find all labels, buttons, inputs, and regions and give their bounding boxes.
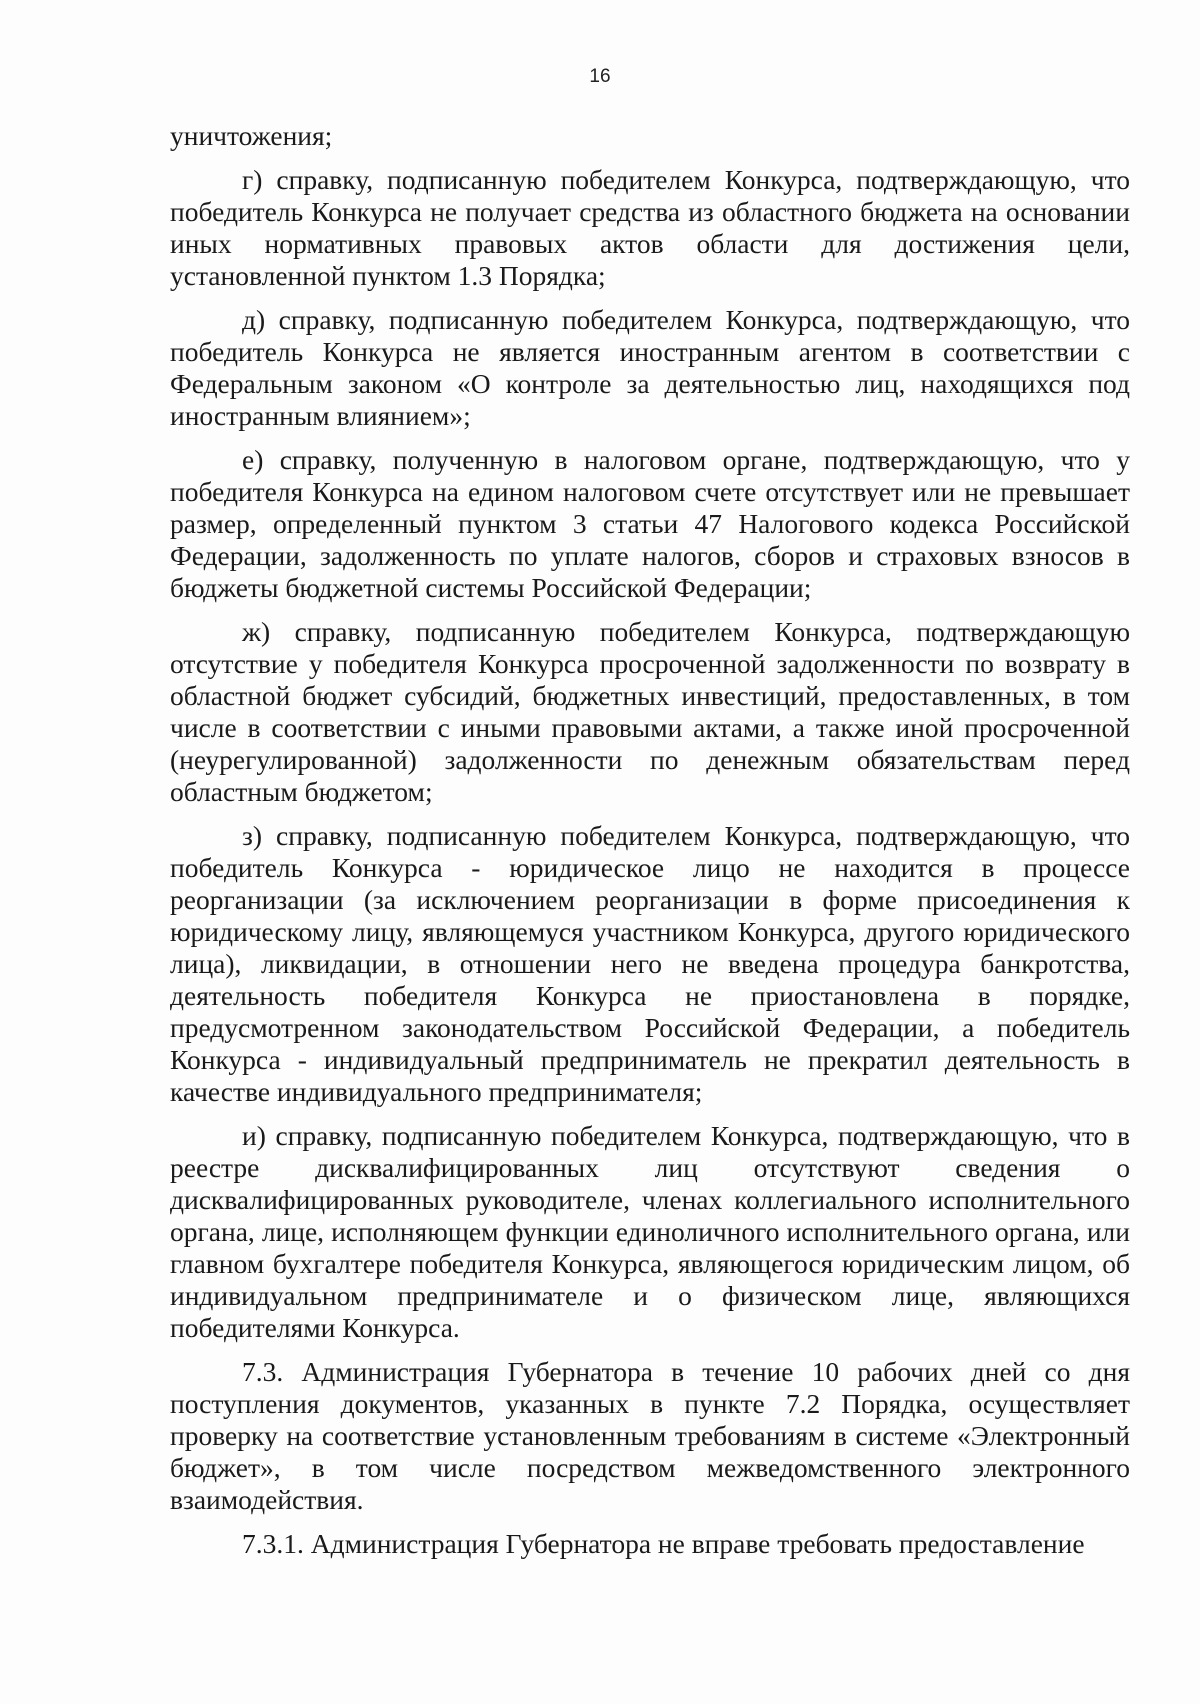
paragraph-section-7-3: 7.3. Администрация Губернатора в течение 10 рабочих дней со дня поступления документов, указанных в пункте 7.2 Порядка, осуществляет проверку на соответствие установленным требованиям в системе «Электронный бюджет», в том числе посредством межведомственного электронного взаимодействия. (170, 1356, 1130, 1515)
page-number: 16 (589, 66, 611, 87)
paragraph-item-e: е) справку, полученную в налоговом органе, подтверждающую, что у победителя Конкурса на едином налоговом счете отсутствует или не превышает размер, определенный пунктом 3 статьи 47 Налогового кодекса Российской Федерации, задолженность по уплате налогов, сборов и страховых взносов в бюджеты бюджетной системы Российской Федерации; (170, 444, 1130, 603)
paragraph-item-g: г) справку, подписанную победителем Конкурса, подтверждающую, что победитель Конкурса не получает средства из областного бюджета на основании иных нормативных правовых актов области для достижения цели, установленной пунктом 1.3 Порядка; (170, 164, 1130, 291)
paragraph-section-7-3-1: 7.3.1. Администрация Губернатора не вправе требовать предоставление (242, 1528, 1085, 1559)
paragraph-item-d: д) справку, подписанную победителем Конкурса, подтверждающую, что победитель Конкурса не является иностранным агентом в соответствии с Федеральным законом «О контроле за деятельностью лиц, находящихся под иностранным влиянием»; (170, 304, 1130, 431)
paragraph-item-i: и) справку, подписанную победителем Конкурса, подтверждающую, что в реестре дисквалифицированных лиц отсутствуют сведения о дисквалифицированных руководителе, членах коллегиального исполнительного органа, лице, исполняющем функции единоличного исполнительного органа, или главном бухгалтере победителя Конкурса, являющегося юридическим лицом, об индивидуальном предпринимателе и о физическом лице, являющихся победителями Конкурса. (170, 1120, 1130, 1343)
paragraph-item-zh: ж) справку, подписанную победителем Конкурса, подтверждающую отсутствие у победителя Конкурса просроченной задолженности по возврату в областной бюджет субсидий, бюджетных инвестиций, предоставленных, в том числе в соответствии с иными правовыми актами, а также иной просроченной (неурегулированной) задолженности по денежным обязательствам перед областным бюджетом; (170, 616, 1130, 807)
document-body (170, 120, 1130, 1560)
paragraph-item-z: з) справку, подписанную победителем Конкурса, подтверждающую, что победитель Конкурса - юридическое лицо не находится в процессе реорганизации (за исключением реорганизации в форме присоединения к юридическому лицу, являющемуся участником Конкурса, другого юридического лица), ликвидации, в отношении него не введена процедура банкротства, деятельность победителя Конкурса не приостановлена в порядке, предусмотренном законодательством Российской Федерации, а победитель Конкурса - индивидуальный предприниматель не прекратил деятельность в качестве индивидуального предпринимателя; (170, 820, 1130, 1107)
paragraph-continuation: уничтожения; (170, 120, 333, 151)
